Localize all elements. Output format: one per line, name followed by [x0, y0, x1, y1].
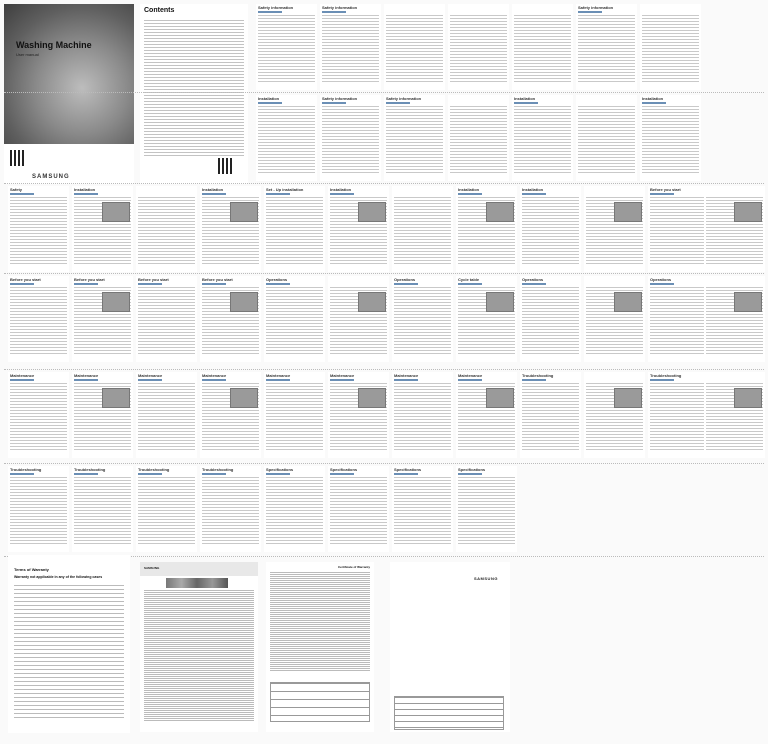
illustration — [486, 388, 514, 408]
manual-page — [136, 372, 197, 458]
warranty-card-brand: SAMSUNG — [144, 566, 160, 570]
manual-page — [584, 372, 645, 458]
manual-page — [384, 95, 445, 181]
manual-page — [456, 186, 517, 272]
page-body-text — [266, 197, 323, 266]
manual-page — [520, 186, 581, 272]
page-header: Maintenance — [202, 373, 227, 378]
section-rule — [458, 379, 482, 381]
page-header: Safety information — [386, 96, 422, 101]
page-header: Installation — [642, 96, 664, 101]
cover-title: Washing Machine — [16, 40, 92, 50]
section-rule — [138, 379, 162, 381]
manual-page — [392, 466, 453, 552]
section-rule — [458, 473, 482, 475]
manual-page — [328, 466, 389, 552]
manual-page — [72, 372, 133, 458]
qr-code-icon — [218, 158, 234, 174]
page-header: Specifications — [330, 467, 358, 472]
section-rule — [514, 102, 538, 104]
page-body-text — [330, 477, 387, 546]
manual-page — [384, 4, 445, 90]
page-header: Installation — [514, 96, 536, 101]
page-header: Troubleshooting — [10, 467, 42, 472]
page-header: Installation — [458, 187, 480, 192]
illustration — [614, 292, 642, 312]
page-divider — [4, 463, 764, 464]
page-body-text — [522, 287, 579, 356]
manual-page — [200, 186, 261, 272]
qr-code-icon — [10, 150, 26, 166]
page-body-text — [266, 383, 323, 452]
section-rule — [10, 283, 34, 285]
warranty-terms-subtitle: Warranty not applicable in any of the following cases — [14, 575, 103, 579]
manual-page — [200, 466, 261, 552]
illustration — [230, 202, 258, 222]
page-header: Specifications — [458, 467, 486, 472]
manual-page — [648, 186, 709, 272]
page-header: Maintenance — [266, 373, 291, 378]
illustration — [734, 388, 762, 408]
manual-page — [640, 95, 701, 181]
manual-page — [264, 186, 325, 272]
page-divider — [4, 369, 764, 370]
section-rule — [330, 379, 354, 381]
section-rule — [458, 283, 482, 285]
page-body-text — [322, 15, 379, 84]
page-body-text — [578, 15, 635, 84]
section-rule — [394, 283, 418, 285]
manual-page — [456, 276, 517, 362]
page-header: Specifications — [394, 467, 422, 472]
page-header: Installation — [74, 187, 96, 192]
manual-page — [512, 95, 573, 181]
page-body-text — [458, 477, 515, 546]
illustration — [102, 388, 130, 408]
page-header: Troubleshooting — [202, 467, 234, 472]
manual-page — [520, 276, 581, 362]
section-rule — [202, 283, 226, 285]
section-rule — [74, 473, 98, 475]
manual-page — [8, 372, 69, 458]
manual-page — [328, 372, 389, 458]
warranty-terms-title: Terms of Warranty — [14, 567, 49, 572]
page-body-text — [650, 197, 707, 266]
page-header: Troubleshooting — [522, 373, 554, 378]
page-body-text — [258, 106, 315, 175]
manual-page — [264, 276, 325, 362]
page-divider — [4, 92, 764, 93]
manual-page — [648, 276, 709, 362]
section-rule — [266, 379, 290, 381]
page-body-text — [322, 106, 379, 175]
page-header: Safety information — [258, 5, 294, 10]
page-body-text — [394, 383, 451, 452]
page-body-text — [10, 477, 67, 546]
manual-page — [320, 4, 381, 90]
page-body-text — [138, 383, 195, 452]
section-rule — [74, 379, 98, 381]
page-body-text — [514, 15, 571, 84]
section-rule — [642, 102, 666, 104]
page-body-text — [578, 106, 635, 175]
cover-page — [4, 4, 134, 184]
warranty-terms-page — [8, 555, 130, 733]
page-header: Before you start — [10, 277, 41, 282]
page-divider — [4, 183, 764, 184]
page-body-text — [138, 477, 195, 546]
manual-page — [328, 276, 389, 362]
page-header: Safety — [10, 187, 23, 192]
illustration — [486, 292, 514, 312]
page-body-text — [450, 15, 507, 84]
section-rule — [650, 283, 674, 285]
contents-title: Contents — [144, 7, 175, 14]
section-rule — [522, 193, 546, 195]
section-rule — [258, 102, 282, 104]
page-header: Safety information — [322, 96, 358, 101]
manual-page — [8, 276, 69, 362]
section-rule — [74, 283, 98, 285]
illustration — [614, 202, 642, 222]
page-body-text — [514, 106, 571, 175]
page-header: Maintenance — [394, 373, 419, 378]
manual-page — [456, 466, 517, 552]
certificate-heading: Certificate of Warranty — [337, 565, 370, 569]
product-images — [166, 578, 228, 588]
page-body-text — [650, 287, 707, 356]
section-rule — [522, 379, 546, 381]
page-header: Maintenance — [74, 373, 99, 378]
cover-subtitle: User manual — [16, 52, 39, 57]
page-header: Installation — [202, 187, 224, 192]
manual-page — [576, 4, 637, 90]
section-rule — [138, 473, 162, 475]
back-cover-brand: SAMSUNG — [474, 576, 498, 581]
manual-page — [136, 466, 197, 552]
page-body-text — [450, 106, 507, 175]
manual-page — [256, 4, 317, 90]
section-rule — [202, 473, 226, 475]
section-rule — [322, 102, 346, 104]
manual-page — [72, 466, 133, 552]
page-body-text — [10, 383, 67, 452]
page-body-text — [266, 477, 323, 546]
manual-page — [200, 372, 261, 458]
section-rule — [202, 193, 226, 195]
page-header: Installation — [330, 187, 352, 192]
section-rule — [522, 283, 546, 285]
page-body-text — [138, 197, 195, 266]
illustration — [358, 202, 386, 222]
manual-page — [320, 95, 381, 181]
page-header: Before you start — [74, 277, 105, 282]
manual-page — [584, 276, 645, 362]
warranty-card-body — [144, 590, 254, 722]
section-rule — [394, 473, 418, 475]
manual-page — [448, 4, 509, 90]
manual-page — [72, 276, 133, 362]
cover-brand-logo: SAMSUNG — [32, 174, 70, 180]
page-header: Cycle table — [458, 277, 480, 282]
page-header: Troubleshooting — [138, 467, 170, 472]
warranty-certificate-page — [266, 562, 374, 732]
page-header: Before you start — [202, 277, 233, 282]
page-header: Specifications — [266, 467, 294, 472]
manual-page — [520, 372, 581, 458]
page-body-text — [522, 383, 579, 452]
manual-page — [456, 372, 517, 458]
manual-page — [200, 276, 261, 362]
page-body-text — [642, 106, 699, 175]
section-rule — [458, 193, 482, 195]
manual-page — [136, 276, 197, 362]
page-body-text — [266, 287, 323, 356]
page-header: Installation — [258, 96, 280, 101]
manual-page — [392, 276, 453, 362]
illustration — [102, 202, 130, 222]
page-header: Maintenance — [138, 373, 163, 378]
warranty-terms-body — [14, 585, 124, 721]
page-header: Operations — [650, 277, 672, 282]
section-rule — [202, 379, 226, 381]
page-header: Maintenance — [330, 373, 355, 378]
page-divider — [4, 273, 764, 274]
manual-page — [704, 372, 765, 458]
page-header: Maintenance — [458, 373, 483, 378]
manual-page — [704, 186, 765, 272]
certificate-table — [270, 682, 370, 722]
illustration — [614, 388, 642, 408]
manual-page — [392, 186, 453, 272]
section-rule — [266, 193, 290, 195]
section-rule — [74, 193, 98, 195]
cover-photo — [4, 4, 134, 144]
section-rule — [10, 379, 34, 381]
page-header: Operations — [266, 277, 288, 282]
section-rule — [650, 379, 674, 381]
manual-page — [256, 95, 317, 181]
manual-page — [8, 186, 69, 272]
manual-page — [448, 95, 509, 181]
section-rule — [394, 379, 418, 381]
page-header: Operations — [394, 277, 416, 282]
illustration — [486, 202, 514, 222]
page-body-text — [258, 15, 315, 84]
page-body-text — [74, 477, 131, 546]
page-body-text — [522, 197, 579, 266]
section-rule — [138, 283, 162, 285]
manual-page — [328, 186, 389, 272]
page-header: Set - Up installation — [266, 187, 304, 192]
manual-page — [136, 186, 197, 272]
section-rule — [330, 473, 354, 475]
warranty-card-page — [140, 562, 258, 732]
section-rule — [258, 11, 282, 13]
manual-page — [264, 466, 325, 552]
manual-page — [392, 372, 453, 458]
page-header: Installation — [522, 187, 544, 192]
section-rule — [386, 102, 410, 104]
page-header: Safety information — [578, 5, 614, 10]
illustration — [734, 292, 762, 312]
manual-page — [264, 372, 325, 458]
manual-page — [8, 466, 69, 552]
page-header: Before you start — [650, 187, 681, 192]
page-body-text — [202, 477, 259, 546]
section-rule — [330, 193, 354, 195]
manual-page — [704, 276, 765, 362]
section-rule — [266, 283, 290, 285]
manual-page — [640, 4, 701, 90]
page-header: Before you start — [138, 277, 169, 282]
certificate-body — [270, 572, 370, 672]
section-rule — [266, 473, 290, 475]
manual-page — [648, 372, 709, 458]
back-cover-page — [390, 562, 510, 732]
section-rule — [10, 473, 34, 475]
page-header: Maintenance — [10, 373, 35, 378]
section-rule — [650, 193, 674, 195]
illustration — [358, 388, 386, 408]
section-rule — [10, 193, 34, 195]
illustration — [102, 292, 130, 312]
page-body-text — [642, 15, 699, 84]
page-header: Safety information — [322, 5, 358, 10]
page-header: Troubleshooting — [650, 373, 682, 378]
page-header: Troubleshooting — [74, 467, 106, 472]
contents-page — [140, 4, 248, 184]
manual-page — [584, 186, 645, 272]
manual-page — [576, 95, 637, 181]
manual-page — [512, 4, 573, 90]
page-body-text — [650, 383, 707, 452]
illustration — [230, 388, 258, 408]
page-body-text — [386, 15, 443, 84]
page-body-text — [394, 287, 451, 356]
manual-page — [72, 186, 133, 272]
page-body-text — [138, 287, 195, 356]
page-body-text — [10, 197, 67, 266]
page-body-text — [394, 197, 451, 266]
page-header: Operations — [522, 277, 544, 282]
section-rule — [322, 11, 346, 13]
illustration — [734, 202, 762, 222]
page-body-text — [394, 477, 451, 546]
illustration — [358, 292, 386, 312]
page-body-text — [10, 287, 67, 356]
contents-entries — [144, 20, 244, 158]
contact-table — [394, 696, 504, 730]
page-body-text — [386, 106, 443, 175]
illustration — [230, 292, 258, 312]
section-rule — [578, 11, 602, 13]
